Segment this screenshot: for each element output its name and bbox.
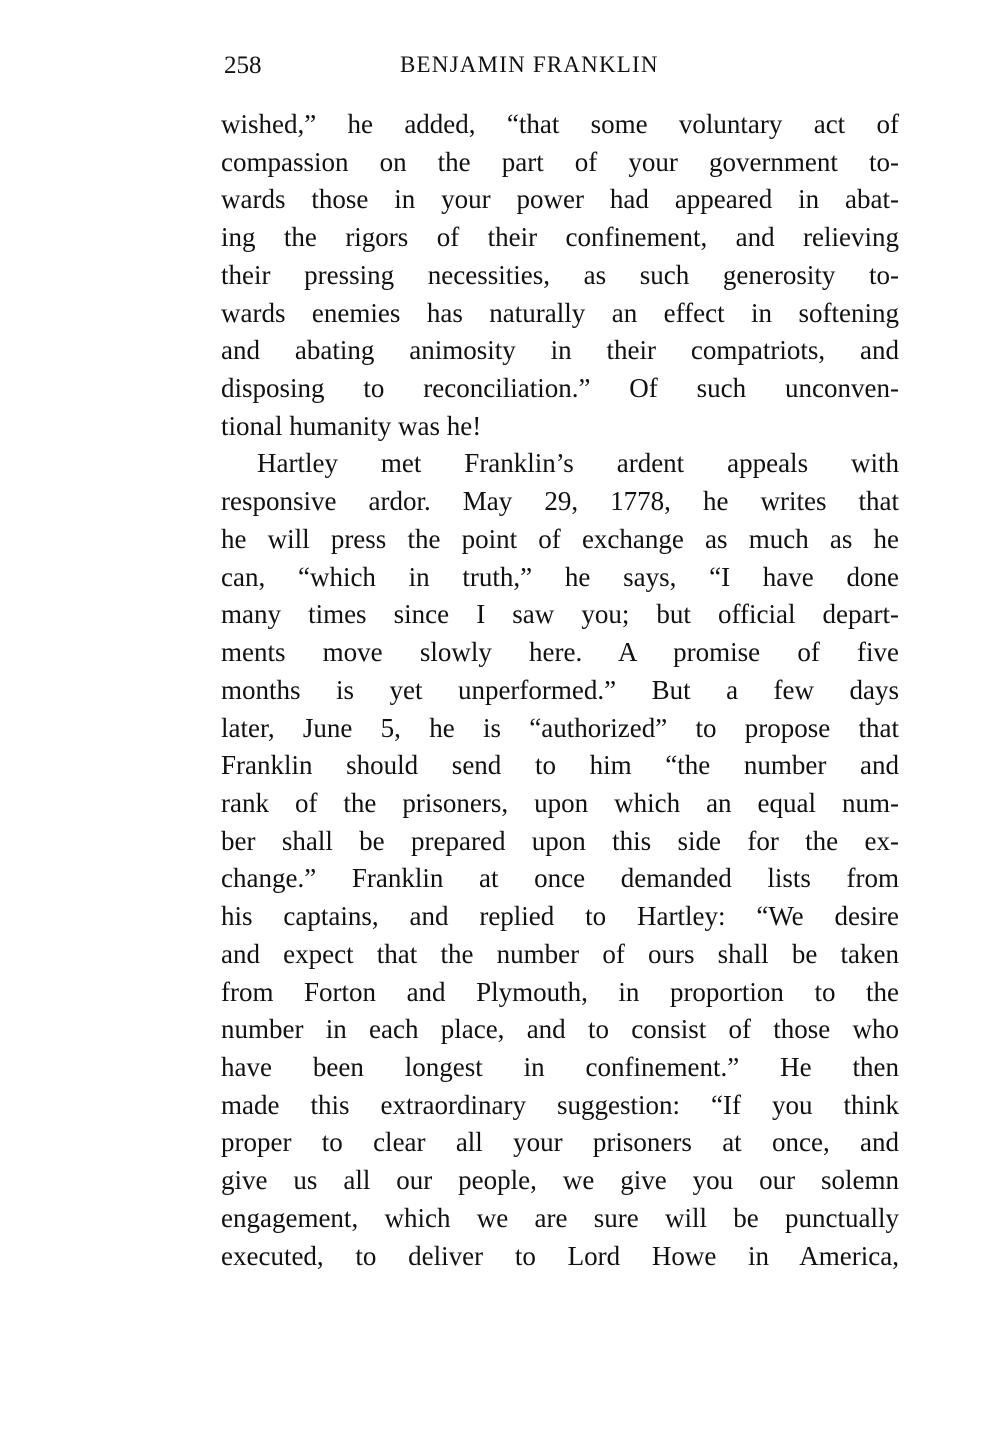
text-line: ments move slowly here. A promise of five (221, 637, 899, 668)
text-line: wards enemies has naturally an effect in softening (221, 297, 899, 328)
text-line: his captains, and replied to Hartley: “We desire (221, 901, 899, 932)
text-line: executed, to deliver to Lord Howe in America, (221, 1240, 899, 1271)
text-line: disposing to reconciliation.” Of such unconven- (221, 373, 899, 404)
text-line: and abating animosity in their compatriots, and (221, 335, 899, 366)
text-line: number in each place, and to consist of those who (221, 1014, 899, 1045)
text-line: ing the rigors of their confinement, and relieving (221, 222, 899, 253)
text-line: many times since I saw you; but official depart- (221, 599, 899, 630)
text-line: their pressing necessities, as such generosity to- (221, 259, 899, 290)
text-line: Hartley met Franklin’s ardent appeals with (257, 448, 899, 479)
running-title: BENJAMIN FRANKLIN (400, 52, 659, 77)
text-line: proper to clear all your prisoners at once, and (221, 1127, 899, 1158)
text-line: compassion on the part of your government to- (221, 146, 899, 177)
page-number: 258 (224, 52, 262, 79)
text-line: later, June 5, he is “authorized” to propose that (221, 712, 899, 743)
text-line: he will press the point of exchange as much as he (221, 523, 899, 554)
page-header (224, 52, 900, 86)
text-line: from Forton and Plymouth, in proportion to the (221, 976, 899, 1007)
text-line: give us all our people, we give you our solemn (221, 1165, 899, 1196)
text-line: can, “which in truth,” he says, “I have done (221, 561, 899, 592)
text-line: wards those in your power had appeared in abat- (221, 184, 899, 215)
text-line: ber shall be prepared upon this side for the ex- (221, 825, 899, 856)
text-line: Franklin should send to him “the number and (221, 750, 899, 781)
text-line: wished,” he added, “that some voluntary act of (221, 109, 899, 139)
text-line: months is yet unperformed.” But a few days (221, 674, 899, 705)
text-line: tional humanity was he! (221, 410, 482, 441)
text-line: made this extraordinary suggestion: “If you think (221, 1089, 899, 1120)
text-line: have been longest in confinement.” He then (221, 1051, 899, 1082)
text-line: responsive ardor. May 29, 1778, he writes that (221, 486, 899, 517)
text-line: and expect that the number of ours shall be taken (221, 938, 899, 969)
text-line: engagement, which we are sure will be punctually (221, 1202, 899, 1233)
text-line: change.” Franklin at once demanded lists from (221, 863, 899, 894)
body-text (221, 106, 899, 1275)
text-line: rank of the prisoners, upon which an equal num- (221, 787, 899, 818)
